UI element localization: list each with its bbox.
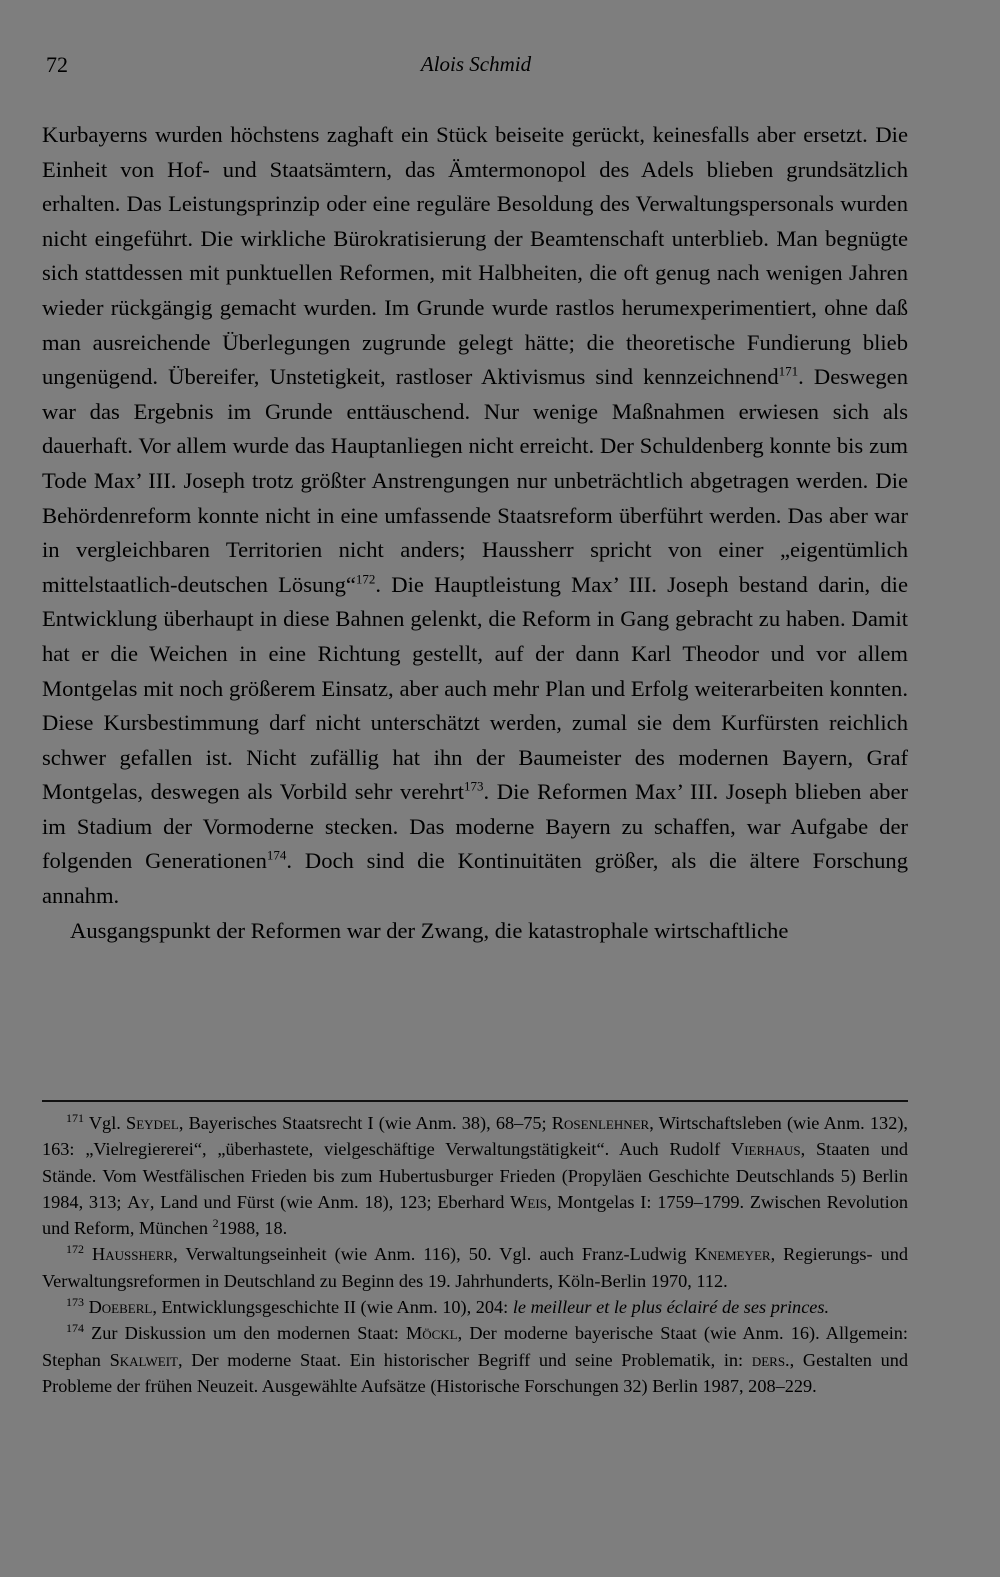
- footnotes: [42, 1110, 908, 1399]
- author-name: Weis: [510, 1191, 547, 1212]
- footnote-173: [42, 1294, 908, 1320]
- text-segment: . Deswegen war das Ergebnis im Grunde enttäuschend. Nur wenige Maßnahmen erwiesen sich als dauerhaft. Vor allem wurde das Hauptanliegen nicht erreicht. Der Schuldenberg konnte bis zum Tode Max’ III. Joseph trotz größter Anstrengungen nur unbeträchtlich abgetragen werden. Die Behördenreform konnte nicht in eine umfassende Staatsreform überführt werden. Das aber war in vergleichbaren Territorien nicht anders; Haussherr spricht von einer „eigentümlich mittelstaatlich-deutschen Lösung“: [42, 364, 908, 597]
- footnote-number: 171: [66, 1110, 84, 1125]
- author-name: Skalweit: [109, 1349, 178, 1370]
- author-name: Vierhaus: [731, 1139, 801, 1160]
- text-segment: 1988, 18.: [218, 1218, 288, 1239]
- author-name: Ay: [127, 1191, 150, 1212]
- text-segment: Vgl.: [88, 1113, 127, 1133]
- footnote-ref-172[interactable]: 172: [355, 571, 376, 587]
- text-segment: Zur Diskussion um den modernen Staat:: [91, 1323, 406, 1344]
- author-name: Seydel: [126, 1113, 179, 1133]
- author-name: Haussherr: [92, 1244, 174, 1265]
- text-segment: , Entwicklungsgeschichte II (wie Anm. 10), 204:: [152, 1297, 513, 1318]
- footnote-174: [42, 1320, 908, 1399]
- author-name: Doeberl: [88, 1297, 153, 1318]
- author-name: Rosenlehner: [551, 1113, 650, 1133]
- text-segment: . Doch sind die Kontinuitäten größer, als die ältere Forschung annahm.: [42, 848, 909, 909]
- author-name: Knemeyer: [694, 1244, 771, 1265]
- running-head: Alois Schmid: [420, 52, 532, 76]
- text-segment: , Montgelas I: 1759–1799. Zwischen Revolution und Reform, München: [42, 1191, 908, 1239]
- main-text: [42, 118, 908, 948]
- text-segment: , Verwaltungseinheit (wie Anm. 116), 50. Vgl. auch Franz-Ludwig: [173, 1244, 695, 1265]
- footnote-number: 174: [66, 1321, 84, 1336]
- footnote-ref-174[interactable]: 174: [266, 847, 287, 863]
- text-segment: , Regierungs- und Verwaltungsreformen in Deutschland zu Beginn des 19. Jahrhunderts, Köln-Berlin 1970, 112.: [42, 1244, 908, 1291]
- page-number: 72: [46, 52, 68, 77]
- footnote-171: [42, 1110, 908, 1241]
- text-segment: , Bayerisches Staatsrecht I (wie Anm. 38), 68–75;: [178, 1113, 552, 1133]
- footnote-divider: [42, 1100, 908, 1102]
- footnote-ref-171[interactable]: 171: [778, 363, 799, 379]
- text-segment: , Der moderne bayerische Staat (wie Anm. 16). Allgemein: Stephan: [42, 1323, 908, 1370]
- footnote-number: 172: [66, 1242, 84, 1257]
- quotation: le meilleur et le plus éclairé de ses princes.: [512, 1297, 830, 1318]
- paragraph-2: Ausgangspunkt der Reformen war der Zwang, die katastrophale wirtschaftliche: [70, 917, 789, 943]
- footnote-172: [42, 1241, 908, 1294]
- text-segment: , Land und Fürst (wie Anm. 18), 123; Eberhard: [149, 1191, 511, 1212]
- author-name: ders.: [751, 1349, 790, 1370]
- text-segment: , Der moderne Staat. Ein historischer Begriff und seine Problematik, in:: [177, 1349, 752, 1370]
- author-name: Möckl: [405, 1323, 458, 1344]
- page-header: [46, 52, 906, 82]
- text-segment: , Wirtschaftsleben (wie Anm. 132), 163: „Vielregiererei“, „überhastete, vielgeschäftige Verwaltungstätigkeit“. Auch Rudolf: [42, 1113, 908, 1160]
- text-segment: , Gestalten und Probleme der frühen Neuzeit. Ausgewählte Aufsätze (Historische Forschungen 32) Berlin 1987, 208–229.: [42, 1349, 909, 1396]
- text-segment: , Staaten und Stände. Vom Westfälischen Frieden bis zum Hubertusburger Frieden (Propyläen Geschichte Deutschlands 5) Berlin 1984, 313;: [42, 1139, 908, 1212]
- edition-number: 2: [212, 1216, 219, 1231]
- text-segment: . Die Reformen Max’ III. Joseph blieben aber im Stadium der Vormoderne stecken. Das moderne Bayern zu schaffen, war Aufgabe der folgenden Generationen: [42, 779, 908, 874]
- text-segment: . Die Hauptleistung Max’ III. Joseph bestand darin, die Entwicklung überhaupt in diese Bahnen gelenkt, die Reform in Gang gebracht zu haben. Damit hat er die Weichen in eine Richtung gestellt, auf der dann Karl Theodor und vor allem Montgelas mit noch größerem Einsatz, aber auch mehr Plan und Erfolg weiterarbeiten konnten. Diese Kursbestimmung darf nicht unterschätzt werden, zumal sie dem Kurfürsten reichlich schwer gefallen ist. Nicht zufällig hat ihn der Baumeister des modernen Bayern, Graf Montgelas, deswegen als Vorbild sehr verehrt: [42, 571, 908, 805]
- paragraph-1: [42, 118, 908, 914]
- footnote-ref-173[interactable]: 173: [464, 778, 484, 794]
- text-segment: Kurbayerns wurden höchstens zaghaft ein Stück beiseite gerückt, keinesfalls aber ersetzt. Die Einheit von Hof- und Staatsämtern, das Ämtermonopol des Adels blieben grundsätzlich erhalten. Das Leistungsprinzip oder eine reguläre Besoldung des Verwaltungspersonals wurden nicht eingeführt. Die wirkliche Bürokratisierung der Beamtenschaft unterblieb. Man begnügte sich stattdessen mit punktuellen Reformen, mit Halbheiten, die oft genug nach wenigen Jahren wieder rückgängig gemacht wurden. Im Grunde wurde rastlos herumexperimentiert, ohne daß man ausreichende Überlegungen zugrunde gelegt hätte; die theoretische Fundierung blieb ungenügend. Übereifer, Unstetigkeit, rastloser Aktivismus sind kennzeichnend: [42, 122, 908, 390]
- footnote-number: 173: [66, 1294, 84, 1309]
